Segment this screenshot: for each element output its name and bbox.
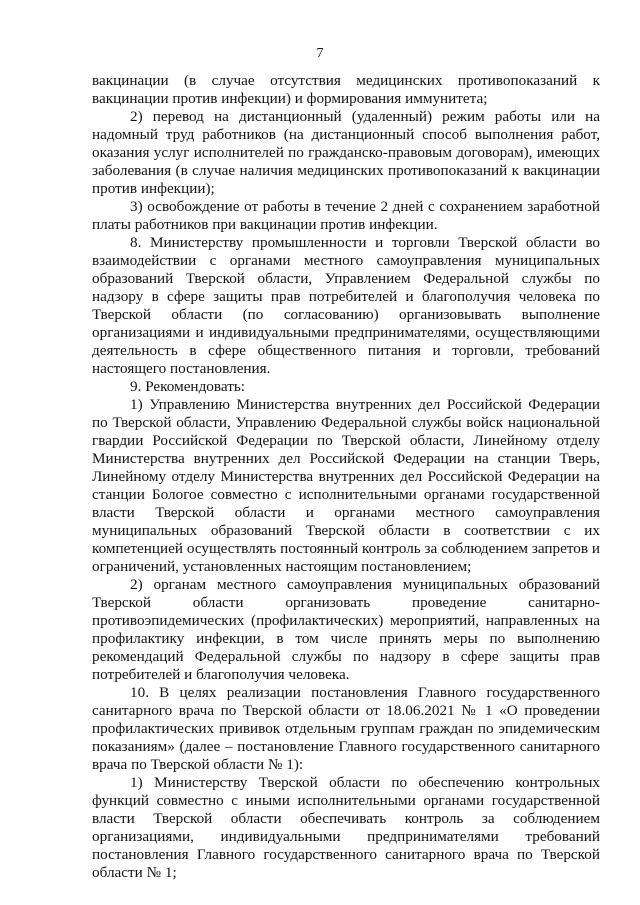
paragraph-continuation: вакцинации (в случае отсутствия медицинских противопоказаний к вакцинации против инфекции) и формирования иммунитета; bbox=[92, 72, 600, 107]
paragraph-section-9-item-1: 1) Управлению Министерства внутренних дел Российской Федерации по Тверской области, Управлению Федеральной службы войск национальной гвардии Российской Федерации по Тверской области, Линейному отделу Министерства внутренних дел Российской Федерации на станции Тверь, Линейному отделу Министерства внутренних дел Российской Федерации на станции Бологое совместно с исполнительными органами государственной власти Тверской области и органами местного самоуправления муниципальных образований Тверской области в соответствии с их компетенцией осуществлять постоянный контроль за соблюдением запретов и ограничений, установленных настоящим постановлением; bbox=[92, 396, 600, 575]
document-body bbox=[92, 72, 600, 882]
paragraph-section-10: 10. В целях реализации постановления Главного государственного санитарного врача по Тверской области от 18.06.2021 № 1 «О проведении профилактических прививок отдельным группам граждан по эпидемическим показаниям» (далее – постановление Главного государственного санитарного врача по Тверской области № 1): bbox=[92, 684, 600, 773]
paragraph-section-8: 8. Министерству промышленности и торговли Тверской области во взаимодействии с органами местного самоуправления муниципальных образований Тверской области, Управлением Федеральной службы по надзору в сфере защиты прав потребителей и благополучия человека по Тверской области (по согласованию) организовывать выполнение организациями и индивидуальными предпринимателями, осуществляющими деятельность в сфере общественного питания и торговли, требований настоящего постановления. bbox=[92, 234, 600, 377]
page-number: 7 bbox=[316, 46, 324, 61]
paragraph-item-2: 2) перевод на дистанционный (удаленный) режим работы или на надомный труд работников (на дистанционный способ выполнения работ, оказания услуг исполнителей по гражданско-правовым договорам), имеющих заболевания (в случае наличия медицинских противопоказаний к вакцинации против инфекции); bbox=[92, 108, 600, 197]
paragraph-section-9: 9. Рекомендовать: bbox=[130, 378, 245, 395]
paragraph-section-10-item-1: 1) Министерству Тверской области по обеспечению контрольных функций совместно с иными исполнительными органами государственной власти Тверской области обеспечивать контроль за соблюдением организациями, индивидуальными предпринимателями требований постановления Главного государственного санитарного врача по Тверской области № 1; bbox=[92, 774, 600, 881]
paragraph-item-3: 3) освобождение от работы в течение 2 дней с сохранением заработной платы работников при вакцинации против инфекции. bbox=[92, 198, 600, 233]
paragraph-section-9-item-2: 2) органам местного самоуправления муниципальных образований Тверской области организовать проведение санитарно-противоэпидемических (профилактических) мероприятий, направленных на профилактику инфекции, в том числе принять меры по выполнению рекомендаций Федеральной службы по надзору в сфере защиты прав потребителей и благополучия человека. bbox=[92, 576, 600, 683]
